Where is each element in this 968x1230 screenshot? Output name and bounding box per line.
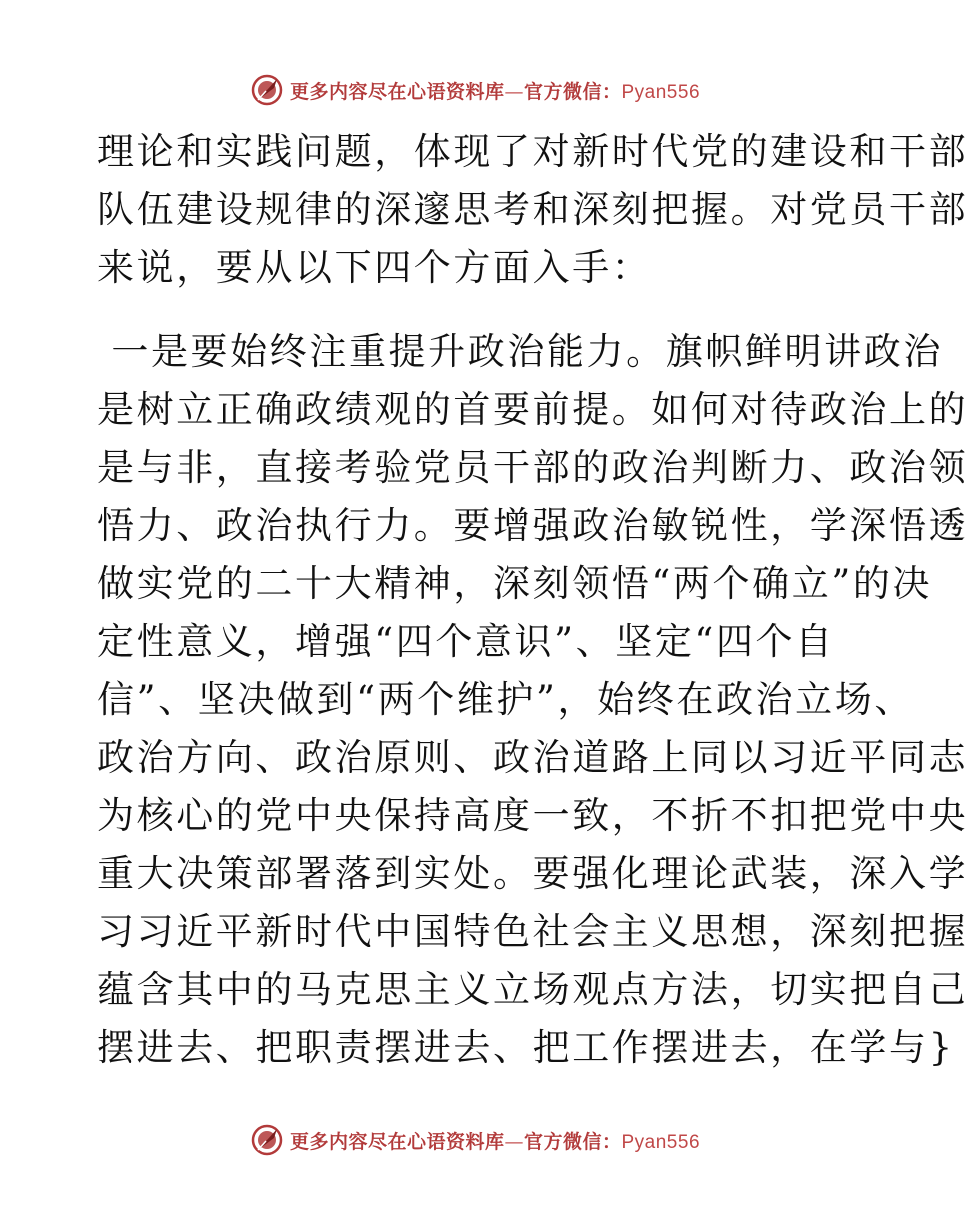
header-watermark [0, 70, 950, 110]
quill-logo-icon [250, 73, 284, 107]
watermark-wechat-label: 官方微信： [523, 80, 622, 103]
watermark-wechat-label: 官方微信： [523, 1130, 622, 1153]
text-line: 是树立正确政绩观的首要前提。如何对待政治上的 [97, 388, 968, 431]
text-line: 蕴含其中的马克思主义立场观点方法，切实把自己 [97, 968, 968, 1011]
text-line: 重大决策部署落到实处。要强化理论武装，深入学 [97, 852, 968, 895]
text-line: 摆进去、把职责摆进去、把工作摆进去，在学与} [97, 1026, 955, 1069]
text-line: 为核心的党中央保持高度一致，不折不扣把党中央 [97, 794, 968, 837]
watermark-wechat-id: Pyan556 [621, 1131, 701, 1153]
paragraph-political-capability [97, 323, 968, 1077]
watermark-text [290, 77, 700, 104]
paragraph-gap [97, 297, 857, 323]
text-line: 政治方向、政治原则、政治道路上同以习近平同志 [97, 736, 968, 779]
document-body [97, 123, 968, 1077]
watermark-title: 更多内容尽在心语资料库 [289, 80, 505, 103]
watermark-title: 更多内容尽在心语资料库 [289, 1130, 505, 1153]
text-line: 定性意义，增强“四个意识”、坚定“四个自 [97, 620, 835, 663]
quill-logo-icon [250, 1123, 284, 1157]
watermark-separator: — [504, 1130, 524, 1153]
text-line: 是与非，直接考验党员干部的政治判断力、政治领 [97, 446, 968, 489]
text-line: 做实党的二十大精神，深刻领悟“两个确立”的决 [97, 562, 933, 605]
text-line: 习习近平新时代中国特色社会主义思想，深刻把握 [97, 910, 968, 953]
text-line: 队伍建设规律的深邃思考和深刻把握。对党员干部 [97, 188, 968, 231]
text-line: 理论和实践问题，体现了对新时代党的建设和干部 [97, 130, 968, 173]
text-line: 信”、坚决做到“两个维护”，始终在政治立场、 [97, 678, 914, 721]
text-line: 悟力、政治执行力。要增强政治敏锐性，学深悟透 [97, 504, 968, 547]
text-line: 一是要始终注重提升政治能力。旗帜鲜明讲政治 [97, 330, 943, 373]
paragraph-intro [97, 123, 968, 297]
watermark-text [290, 1127, 700, 1154]
watermark-separator: — [504, 80, 524, 103]
watermark-wechat-id: Pyan556 [621, 81, 701, 103]
text-line: 来说，要从以下四个方面入手： [97, 246, 652, 289]
footer-watermark [0, 1120, 950, 1160]
